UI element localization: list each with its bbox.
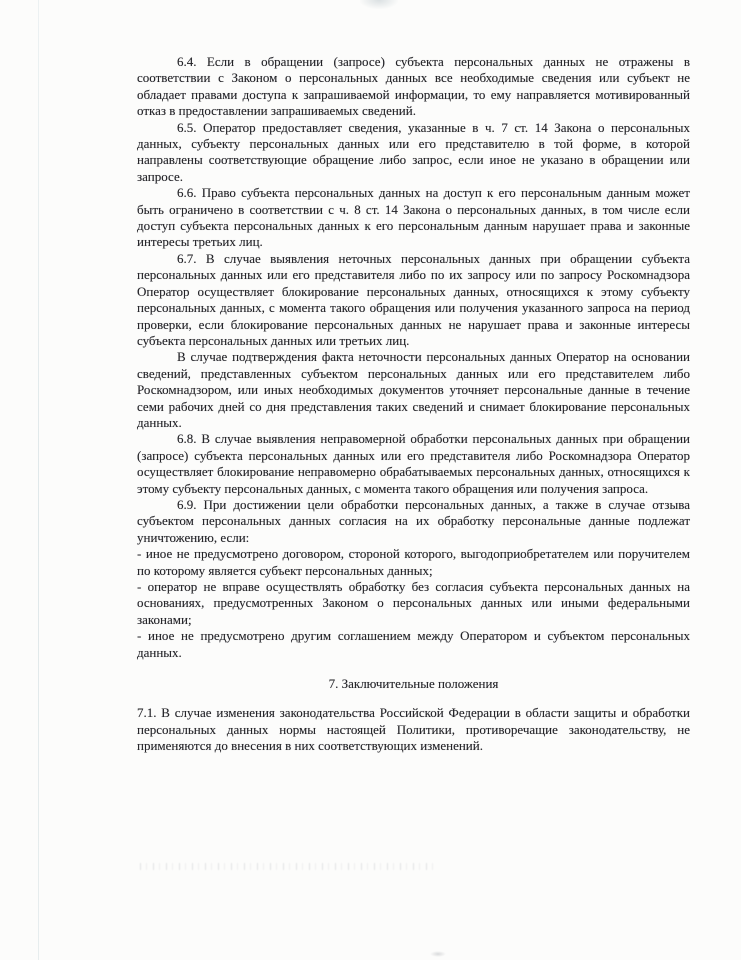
paragraph-clause-7-1: 7.1. В случае изменения законодательства Российской Федерации в области защиты и обработки персональных данных нормы настоящей Политики, противоречащие законодательству, не применяются до внесения в них соответствующих изменений.: [137, 705, 690, 754]
paragraph-clause-6-4: 6.4. Если в обращении (запросе) субъекта персональных данных не отражены в соответствии с Законом о персональных данных все необходимые сведения или субъект не обладает правами доступа к запрашиваемой информации, то ему направляется мотивированный отказ в предоставлении запрашиваемых сведений.: [137, 54, 690, 119]
paragraph-clause-6-7: 6.7. В случае выявления неточных персональных данных при обращении субъекта персональных данных или его представителя либо по их запросу или по запросу Роскомнадзора Оператор осуществляет блокирование персональных данных, относящихся к этому субъекту персональных данных, с момента такого обращения или получения указанного запроса на период проверки, если блокирование персональных данных не нарушает права и законные интересы субъекта персональных данных или третьих лиц.: [137, 250, 690, 348]
paragraph-clause-6-8: 6.8. В случае выявления неправомерной обработки персональных данных при обращении (запросе) субъекта персональных данных или его представителя либо Роскомнадзора Оператор осуществляет блокирование неправомерно обрабатываемых персональных данных, относящихся к этому субъекту персональных данных, с момента такого обращения или получения запроса.: [137, 431, 690, 496]
scan-noise-bottom-artifact: [140, 863, 436, 870]
scan-speck-artifact: [430, 951, 446, 957]
document-body: [137, 54, 690, 755]
list-item-destruction-condition-1: - иное не предусмотрено договором, стороной которого, выгодоприобретателем или поручителем по которому является субъект персональных данных;: [137, 546, 690, 578]
scan-fold-line-artifact: [38, 0, 39, 960]
paragraph-clause-6-5: 6.5. Оператор предоставляет сведения, указанные в ч. 7 ст. 14 Закона о персональных данных, субъекту персональных данных или его представителю в той форме, в которой направлены соответствующие обращение либо запрос, если иное не указано в обращении или запросе.: [137, 119, 690, 184]
list-item-destruction-condition-2: - оператор не вправе осуществлять обработку без согласия субъекта персональных данных на основаниях, предусмотренных Законом о персональных данных или иными федеральными законами;: [137, 579, 690, 627]
section-heading-final-provisions: 7. Заключительные положения: [328, 676, 499, 692]
paragraph-clause-6-9: 6.9. При достижении цели обработки персональных данных, а также в случае отзыва субъектом персональных данных согласия на их обработку персональные данные подлежат уничтожению, если:: [137, 496, 690, 545]
paragraph-clause-6-7-continuation: В случае подтверждения факта неточности персональных данных Оператор на основании сведений, представленных субъектом персональных данных или его представителем либо Роскомнадзором, или иных необходимых документов уточняет персональные данные в течение семи рабочих дней со дня представления таких сведений и снимает блокирование персональных данных.: [137, 349, 690, 430]
list-item-destruction-condition-3: - иное не предусмотрено другим соглашением между Оператором и субъектом персональных данных.: [137, 628, 690, 660]
paragraph-clause-6-6: 6.6. Право субъекта персональных данных на доступ к его персональным данным может быть ограничено в соответствии с ч. 8 ст. 14 Закона о персональных данных, в том числе если доступ субъекта персональных данных к его персональным данным нарушает права и законные интересы третьих лиц.: [137, 185, 690, 250]
scan-smudge-top-artifact: [360, 0, 398, 9]
